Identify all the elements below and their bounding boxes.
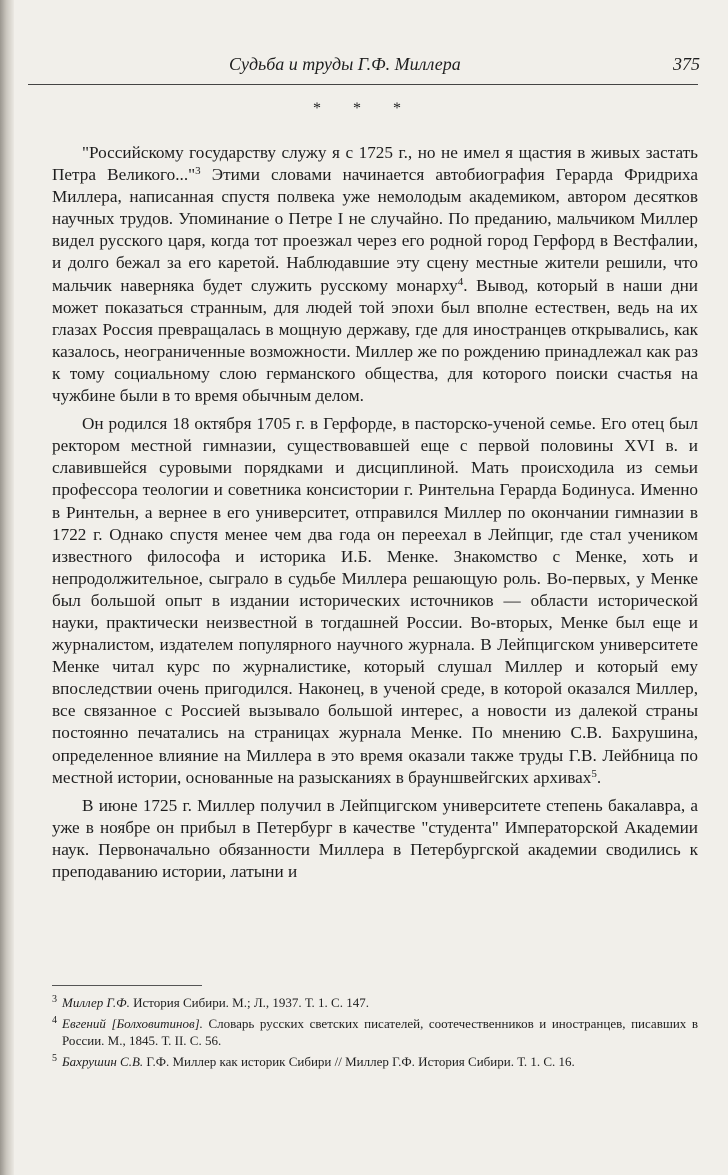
paragraph-2-text: Он родился 18 октября 1705 г. в Герфорде, в пасторско-ученой семье. Его отец был ректором местной гимназии, существовавшей еще с первой половины XVI в. и славившейся суровыми порядками и дисциплиной. Мать происходила из семьи профессора теологии и советника консистории г. Ринтельна Герарда Бодинуса. Именно в Ринтельн, а вернее в его университет, отправился Миллер по окончании гимназии в 1722 г. Однако спустя менее чем два года он переехал в Лейпциг, где стал учеником известного философа и историка И.Б. Менке. Знакомство с Менке, хоть и непродолжительное, сыграло в судьбе Миллера решающую роль. Во-первых, у Менке был большой опыт в издании исторических источников — области исторической науки, практически неизвестной в тогдашней России. Во-вторых, Менке был еще и журналистом, издателем популярного научного журнала. В Лейпцигском университете Менке читал курс по журналистике, который слушал Миллер и который ему впоследствии очень пригодился. Наконец, в ученой среде, в которой оказался Миллер, все связанное с Россией вызывало большой интерес, а новости из далекой страны постоянно печатались на страницах журнала Менке. По мнению С.В. Бахрушина, определенное влияние на Миллера в это время оказали также труды Г.В. Лейбница по местной истории, основанные на разысканиях в брауншвейгских архивах xyxy=(52,414,698,787)
footnote-5 xyxy=(52,1053,698,1070)
footnote-rule xyxy=(52,985,202,986)
running-title: Судьба и труды Г.Ф. Миллера xyxy=(229,54,461,74)
paragraph-1 xyxy=(52,142,698,407)
paragraph-1-tail: Этими словами начинается автобиография Герарда Фридриха Миллера, написанная спустя полвека уже немолодым академиком, автором десятков научных трудов. Упоминание о Петре I не случайно. По преданию, мальчиком Миллер видел русского царя, когда тот проезжал через его родной город Герфорд в Вестфалии, и долго бежал за его каретой. Наблюдавшие эту сцену местные жители решили, что мальчик наверняка будет служить русскому монарху xyxy=(52,165,698,295)
paragraph-3-text: В июне 1725 г. Миллер получил в Лейпцигском университете степень бакалавра, а уже в ноябре он прибыл в Петербург в качестве "студента" Императорской Академии наук. Первоначально обязанности Миллера в Петербургской академии сводились к преподаванию истории, латыни и xyxy=(52,795,698,881)
body-text xyxy=(52,142,698,889)
footnote-number: 5 xyxy=(52,1053,57,1064)
book-binding-shadow xyxy=(0,0,14,1175)
page-number: 375 xyxy=(673,54,700,74)
header-rule xyxy=(28,84,698,85)
footnote-ref-4: 4 xyxy=(457,275,464,288)
footnote-author: Евгений [Болховитинов]. xyxy=(62,1016,203,1031)
page-header xyxy=(24,54,704,84)
footnote-author: Миллер Г.Ф. xyxy=(62,995,130,1010)
footnote-author: Бахрушин С.В. xyxy=(62,1054,144,1069)
footnote-3 xyxy=(52,994,698,1011)
footnote-number: 3 xyxy=(52,994,57,1005)
footnote-ref-3: 3 xyxy=(195,165,201,178)
footnote-text: Словарь русских светских писателей, соотечественников и иностранцев, писавших в России. М., 1845. Т. II. С. 56. xyxy=(62,1016,699,1048)
section-separator: * * * xyxy=(313,100,415,117)
footnote-4 xyxy=(52,1015,698,1049)
footnote-ref-5: 5 xyxy=(591,767,597,780)
footnote-text: История Сибири. М.; Л., 1937. Т. 1. С. 147. xyxy=(129,995,369,1010)
footnote-number: 4 xyxy=(52,1015,57,1026)
footnote-text: Г.Ф. Миллер как историк Сибири // Миллер Г.Ф. История Сибири. Т. 1. С. 16. xyxy=(143,1054,575,1069)
paragraph-2 xyxy=(52,413,698,789)
paragraph-1-tail2: . Вывод, который в наши дни может показаться странным, для людей той эпохи был вполне естествен, ведь на их глазах Россия превращалась в мощную державу, где для иностранцев открывались, как казалось, неограниченные возможности. Миллер же по рождению принадлежал как раз к тому социальному слою германского общества, для которого поиски счастья на чужбине были в то время обычным делом. xyxy=(52,275,698,406)
paragraph-3 xyxy=(52,795,698,883)
paragraph-2-tail: . xyxy=(596,767,602,787)
paragraph-1-text: "Российскому государству служу я с 1725 г., но не имел я щастия в живых застать Петра Великого..." xyxy=(52,143,698,185)
footnotes xyxy=(52,994,698,1074)
